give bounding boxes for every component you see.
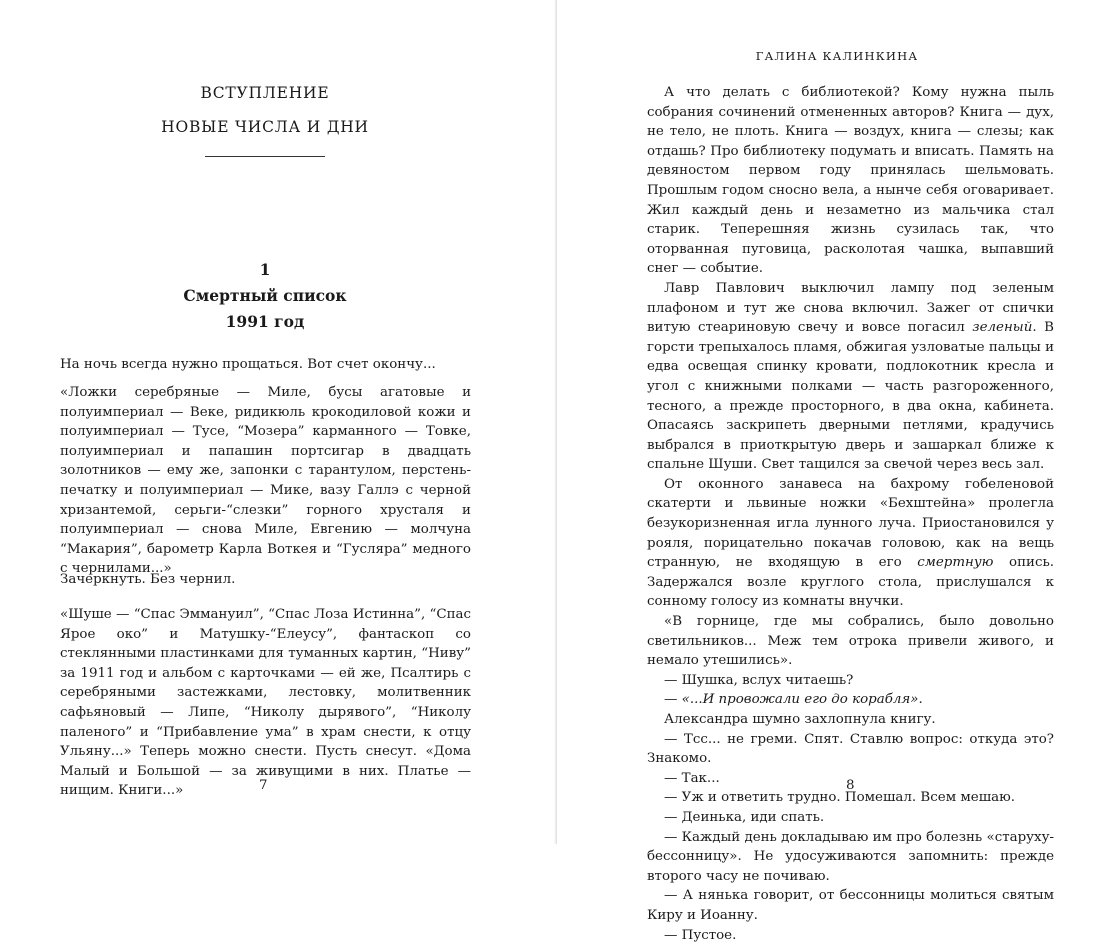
- left-page: [0, 0, 556, 844]
- page-number: 8: [846, 778, 855, 793]
- paragraph: На ночь всегда нужно прощаться. Вот счет окончу...: [60, 357, 436, 372]
- dialogue-line: — Шушка, вслух читаешь?: [664, 672, 854, 688]
- paragraph: Александра шумно захлопнула книгу.: [664, 712, 936, 727]
- chapter-title: НОВЫЕ ЧИСЛА И ДНИ: [161, 118, 369, 136]
- section-year: 1991 год: [225, 312, 305, 331]
- paragraph: Зачеркнуть. Без чернил.: [60, 572, 236, 587]
- paragraph: «Шуше — “Спас Эммануил”, “Спас Лоза Истинна”, “Спас Ярое око” и Матушку-“Елеусу”, фантаскоп со стеклянными пластинками для туманных картин, “Ниву” за 1911 год и альбом с карточками — ей же, Псалтирь с серебряными застежками, лестовку, молитвенник сафьяновый — Липе, “Николу дырявого”, “Николу паленого” и “Прибавление ума” в храм снести, к отцу Ульяну...» Теперь можно снести. Пусть снесут. «Дома Малый и Большой — за живущими в них. Платье — нищим. Книги...»: [60, 607, 471, 799]
- title-divider: [205, 156, 325, 157]
- section-number: 1: [259, 260, 271, 279]
- chapter-label: ВСТУПЛЕНИЕ: [200, 84, 330, 102]
- paragraph: Лавр Павлович выключил лампу под зеленым плафоном и тут же снова включил. Зажег от спички витую стеариновую свечу и вовсе погасил зеленый. В горсти трепыхалось пламя, обжигая узловатые пальцы и едва освещая спинку кровати, подлокотник кресла и угол с книжными полками — часть разгороженного, тесного, а прежде просторного, в два окна, кабинета. Опасаясь заскрипеть дверными петлями, крадучись выбрался в приоткрытую дверь и зашаркал ближе к спальне Шуши. Свет тащился за свечой через весь зал.: [647, 280, 1054, 473]
- dialogue-line: — Так...: [664, 770, 720, 786]
- right-page: [557, 0, 1117, 943]
- paragraph: От оконного занавеса на бахрому гобеленовой скатерти и львиные ножки «Бехштейна» пролегла безукоризненная игла лунного луча. Приостановился у рояля, порицательно покачав головою, как на вещь странную, не входящую в его смертную опись. Задержался возле круглого стола, прислушался к сонному голосу из комнаты внучки.: [647, 476, 1054, 610]
- body-text: [647, 83, 1054, 945]
- dialogue-line: — Пустое.: [664, 927, 737, 943]
- dialogue-line: — Тсс... не греми. Спят. Ставлю вопрос: откуда это? Знакомо.: [647, 731, 1054, 767]
- running-head-author: ГАЛИНА КАЛИНКИНА: [755, 49, 919, 63]
- dialogue-line: — А нянька говорит, от бессонницы молиться святым Киру и Иоанну.: [647, 888, 1054, 923]
- paragraph: «Ложки серебряные — Миле, бусы агатовые и полуимпериал — Веке, ридикюль крокодиловой кожи и полуимпериал — Тусе, “Мозера” карманного — Товке, полуимпериал и папашин портсигар в двадцать золотников — ему же, запонки с тарантулом, перстень-печатку и полуимпериал — Мике, вазу Галлэ с черной хризантемой, серьги-“слезки” горного хрусталя и полуимпериал — снова Миле, Евгению — молчуна “Макария”, барометр Карла Воткея и “Гусляра” медного с чернилами...»: [60, 385, 471, 577]
- paragraph: «В горнице, где мы собрались, было довольно светильников... Меж тем отрока привели живого, и немало утешились».: [647, 614, 1054, 669]
- dialogue-line: — Уж и ответить трудно. Помешал. Всем мешаю.: [664, 790, 1016, 806]
- section-title: Смертный список: [183, 286, 347, 305]
- dialogue-line: — «...И провожали его до корабля».: [664, 692, 923, 708]
- page-number: 7: [259, 778, 268, 793]
- paragraph: А что делать с библиотекой? Кому нужна пыль собрания сочинений отмененных авторов? Книга — дух, не тело, не плоть. Книга — воздух, книга — слезы; как отдашь? Про библиотеку подумать и вписать. Память на девяностом первом году принялась шельмовать. Прошлым годом сносно вела, а нынче себя оговаривает. Жил каждый день и незаметно из мальчика стал старик. Теперешняя жизнь сузилась так, что оторванная пуговица, расколотая чашка, выпавший снег — событие.: [647, 85, 1054, 277]
- dialogue-line: — Деинька, иди спать.: [664, 809, 825, 825]
- dialogue-line: — Каждый день докладываю им про болезнь «старуху-бессонницу». Не удосуживаются запомнить: прежде второго часу не почиваю.: [647, 829, 1054, 884]
